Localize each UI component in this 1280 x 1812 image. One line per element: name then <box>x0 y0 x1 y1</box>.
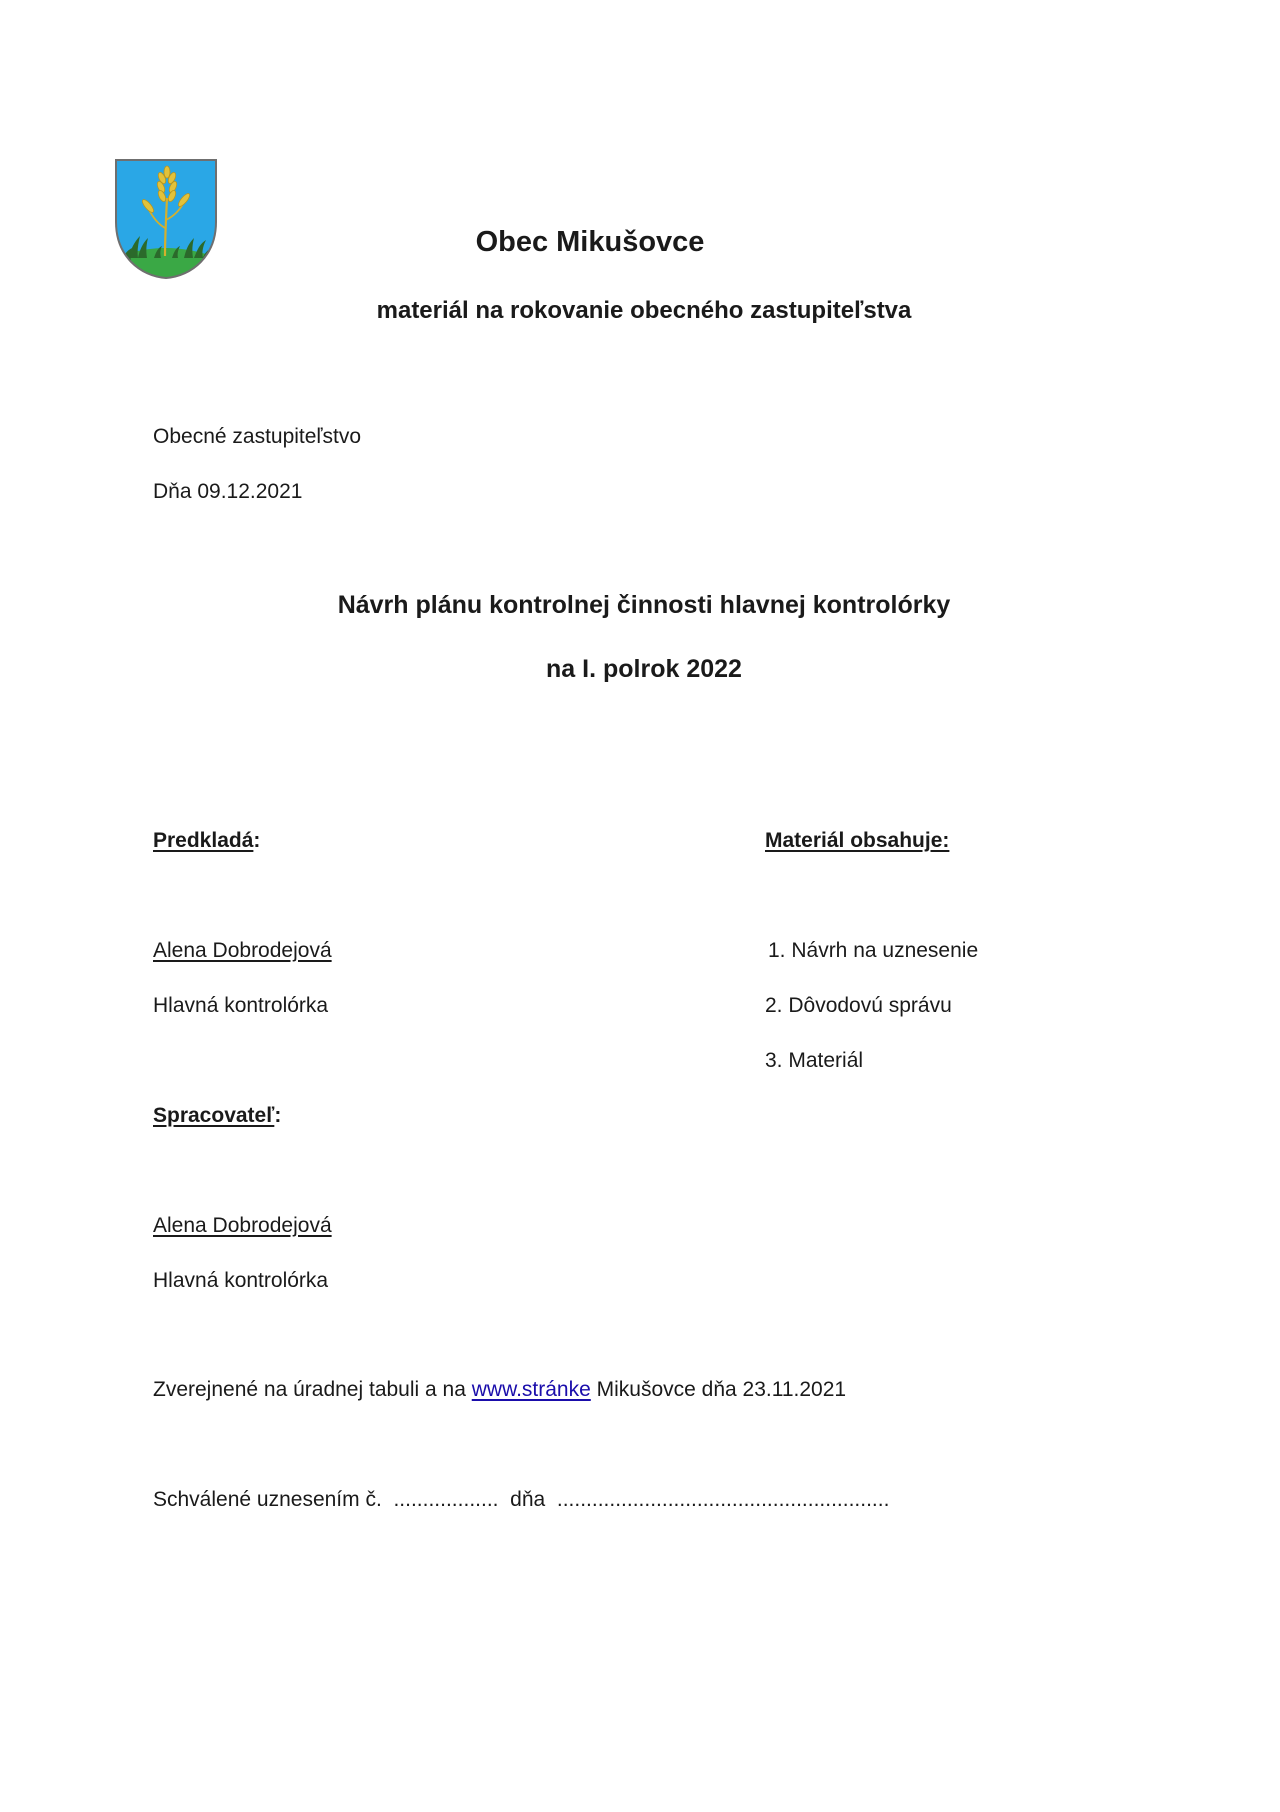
submitted-by-colon: : <box>253 829 261 852</box>
coat-of-arms-logo <box>114 158 218 280</box>
approval-note: Schválené uznesením č. .................. dňa ......................................................... <box>153 1488 890 1511</box>
contents-item-1: 1. Návrh na uznesenie <box>768 939 979 962</box>
published-note <box>153 1378 846 1402</box>
contents-item-2: 2. Dôvodovú správu <box>765 994 952 1017</box>
preparer-role: Hlavná kontrolórka <box>153 1269 329 1292</box>
submitter-role: Hlavná kontrolórka <box>153 994 329 1017</box>
submitted-by-label: Predkladá <box>153 829 254 852</box>
published-prefix: Zverejnené na úradnej tabuli a na <box>153 1378 472 1401</box>
meeting-date: Dňa 09.12.2021 <box>153 480 303 503</box>
document-subtitle: materiál na rokovanie obecného zastupiteľstva <box>376 297 912 324</box>
document-title-line1: Návrh plánu kontrolnej činnosti hlavnej kontrolórky <box>337 591 951 619</box>
prepared-by-heading <box>153 1104 281 1128</box>
contents-item-3: 3. Materiál <box>765 1049 864 1072</box>
organization-name: Obec Mikušovce <box>475 226 705 258</box>
submitter-name: Alena Dobrodejová <box>153 939 332 962</box>
coat-of-arms-wheat-icon <box>114 158 218 280</box>
document-title-line2: na I. polrok 2022 <box>546 655 742 683</box>
contents-heading: Materiál obsahuje: <box>765 829 950 852</box>
prepared-by-colon: : <box>274 1104 282 1127</box>
preparer-name: Alena Dobrodejová <box>153 1214 332 1237</box>
published-suffix: Mikušovce dňa 23.11.2021 <box>590 1378 847 1401</box>
submitted-by-heading <box>153 829 260 853</box>
meeting-body: Obecné zastupiteľstvo <box>153 425 362 448</box>
website-link[interactable]: www.stránke <box>471 1378 591 1401</box>
prepared-by-label: Spracovateľ <box>153 1104 275 1127</box>
